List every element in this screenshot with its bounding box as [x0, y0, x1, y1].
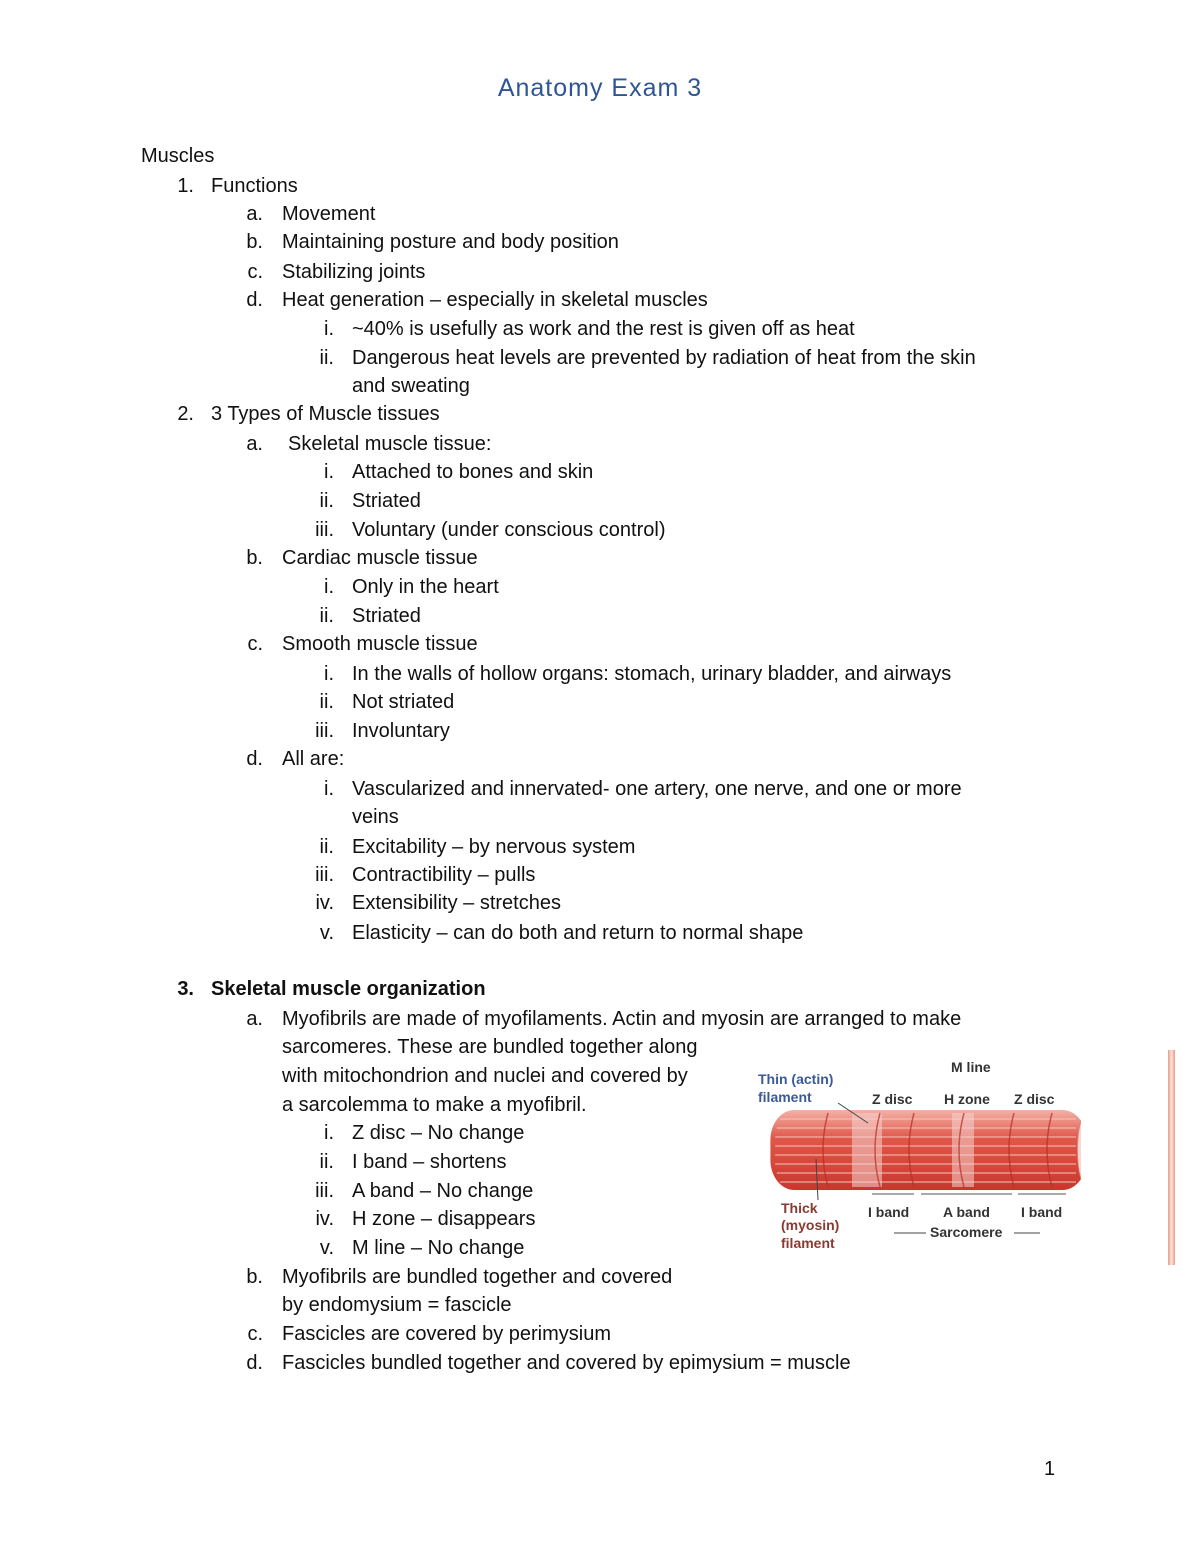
label-z-disc-right: Z disc	[1014, 1091, 1055, 1107]
list-item-continuation: veins	[352, 806, 399, 828]
label-sarcomere: Sarcomere	[930, 1224, 1003, 1240]
label-thick-filament-2: (myosin)	[781, 1217, 840, 1233]
page-number: 1	[1044, 1458, 1056, 1480]
list-item-continuation: by endomysium = fascicle	[282, 1294, 512, 1316]
label-z-disc-left: Z disc	[872, 1091, 913, 1107]
sarcomere-diagram	[756, 1055, 1081, 1255]
list-item-continuation: sarcomeres. These are bundled together along	[282, 1036, 698, 1058]
label-thin-filament-1: Thin (actin)	[758, 1071, 834, 1087]
label-thick-filament-1: Thick	[781, 1200, 818, 1216]
list-item-continuation: and sweating	[352, 375, 470, 397]
label-thick-filament-3: filament	[781, 1235, 835, 1251]
list-item-continuation: with mitochondrion and nuclei and covered by	[282, 1065, 688, 1087]
image-edge-fragment	[1168, 1050, 1175, 1265]
label-thin-filament-2: filament	[758, 1089, 812, 1105]
label-i-band-left: I band	[868, 1204, 910, 1220]
label-a-band: A band	[943, 1204, 990, 1220]
label-m-line: M line	[951, 1059, 991, 1075]
page-title: Anatomy Exam 3	[497, 74, 703, 102]
section-heading: Muscles	[141, 145, 215, 167]
label-h-zone: H zone	[944, 1091, 990, 1107]
label-i-band-right: I band	[1021, 1204, 1063, 1220]
list-item-continuation: a sarcolemma to make a myofibril.	[282, 1094, 587, 1116]
